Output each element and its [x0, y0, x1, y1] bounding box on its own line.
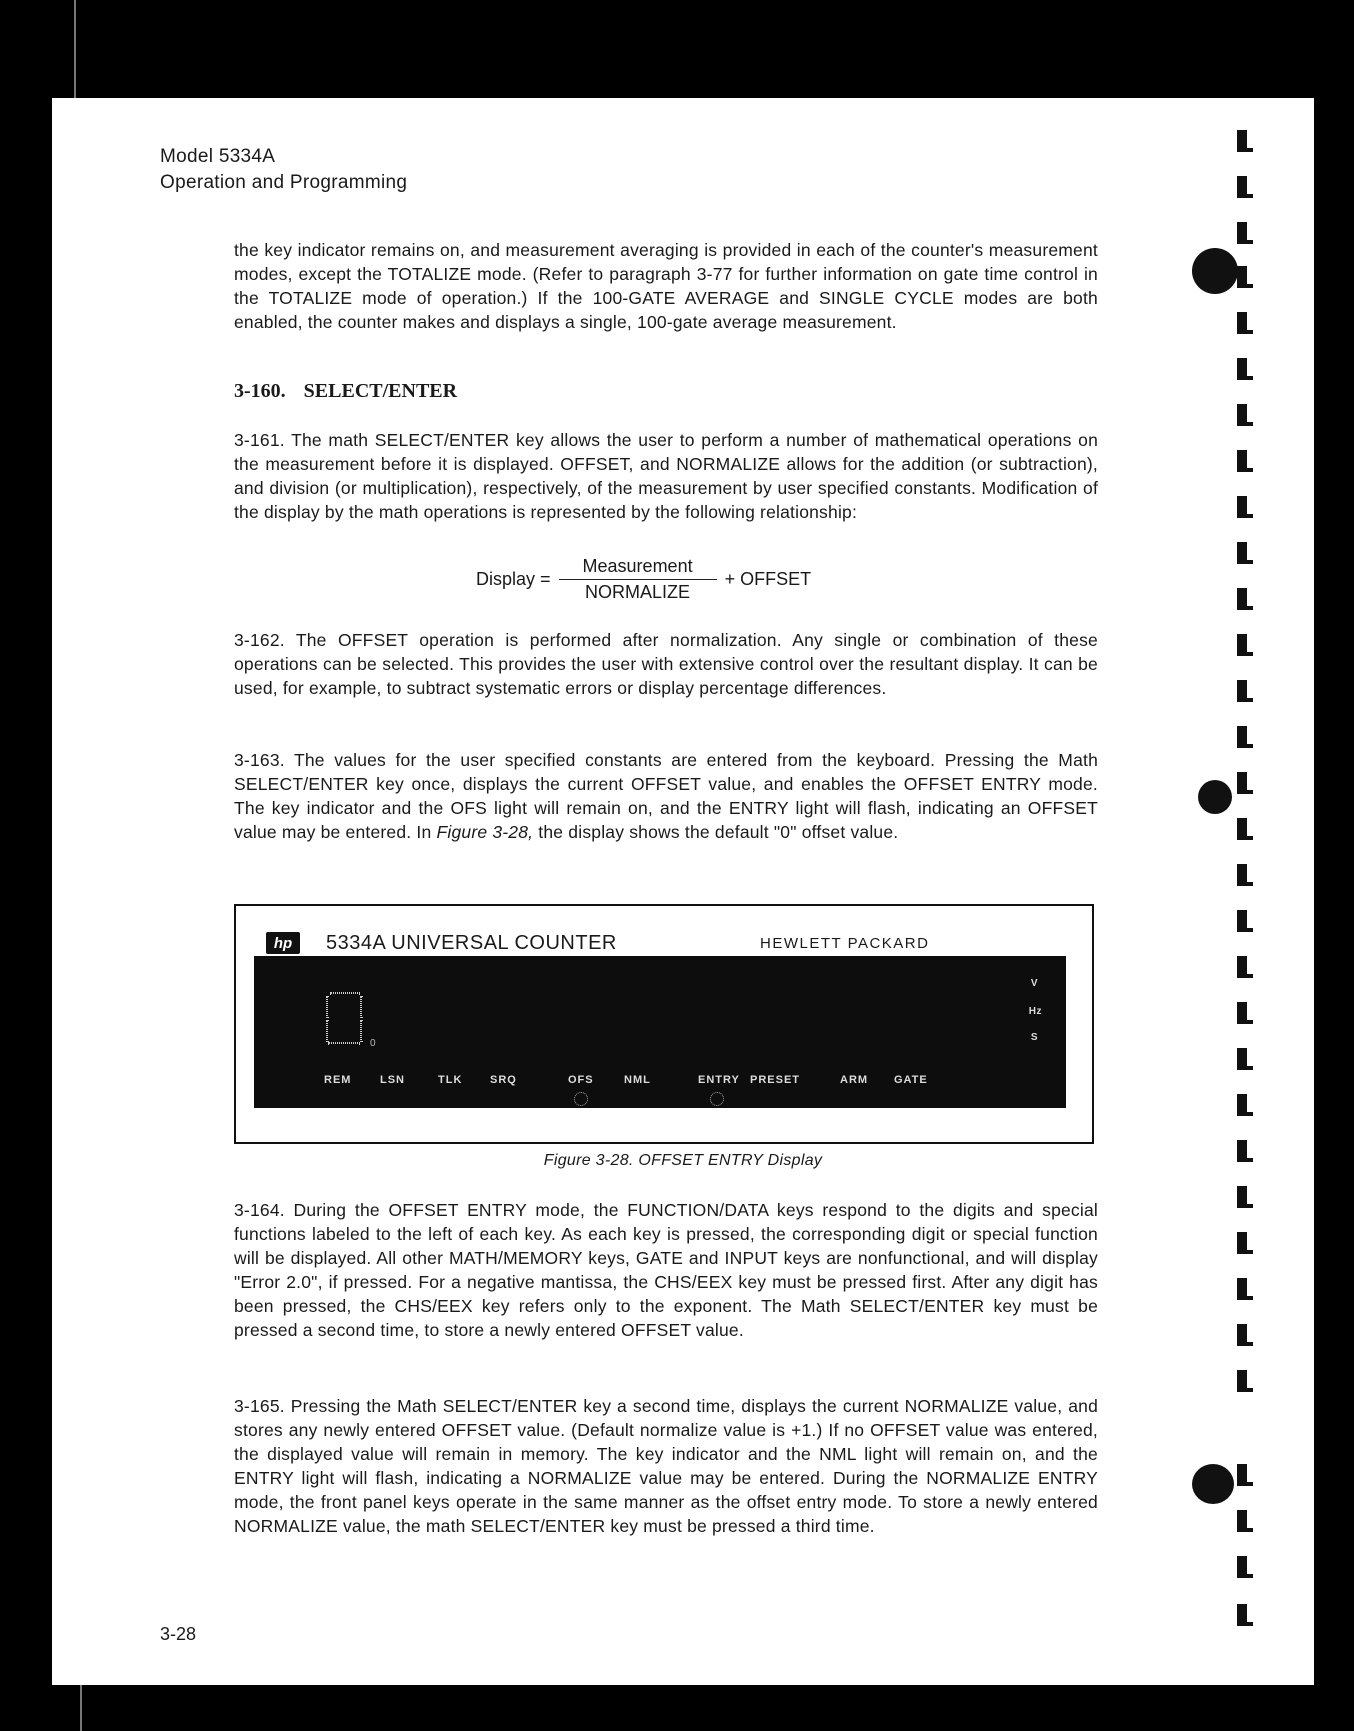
annunciator-ofs: OFS [568, 1074, 594, 1086]
edge-tab-mark [1237, 1370, 1247, 1392]
edge-tab-mark [1237, 772, 1247, 794]
edge-tab-mark [1237, 1464, 1247, 1486]
binder-hole-icon [1192, 1464, 1234, 1504]
counter-display [254, 956, 1066, 1108]
annunciator-arm: ARM [840, 1074, 869, 1086]
paragraph-3-164-block [234, 1198, 1098, 1342]
binder-hole-icon [1192, 248, 1238, 294]
equation-fraction [559, 556, 717, 603]
edge-tab-mark [1237, 956, 1247, 978]
panel-title: 5334A UNIVERSAL COUNTER [326, 931, 617, 954]
binder-hole-icon [1198, 780, 1232, 814]
paragraph-3-165-block [234, 1394, 1098, 1538]
figure-caption: Figure 3-28. OFFSET ENTRY Display [543, 1152, 823, 1169]
unit-s: S [1030, 1032, 1038, 1043]
edge-tab-mark [1237, 312, 1247, 334]
annunciator-srq: SRQ [490, 1074, 517, 1086]
edge-tab-mark [1237, 1604, 1247, 1626]
edge-tab-mark [1237, 176, 1247, 198]
paragraph-3-163 [234, 748, 1098, 844]
edge-tab-mark [1237, 542, 1247, 564]
annunciator-rem: REM [324, 1074, 352, 1086]
equation-denominator: NORMALIZE [585, 582, 691, 602]
edge-tab-mark [1237, 496, 1247, 518]
section-number: 3-160. [234, 380, 286, 402]
edge-tab-mark [1237, 634, 1247, 656]
edge-tab-mark [1237, 266, 1247, 288]
panel-brand: HEWLETT PACKARD [760, 934, 930, 952]
edge-tab-mark [1237, 1002, 1247, 1024]
edge-tab-mark [1237, 818, 1247, 840]
display-equation [476, 556, 811, 603]
paragraph-3-161-block [234, 428, 1098, 524]
edge-tab-mark [1237, 404, 1247, 426]
unit-hz: Hz [1028, 1006, 1042, 1017]
page-header [160, 144, 407, 196]
paragraph-3-162: 3-162. The OFFSET operation is performed after normalization. Any single or combination of these operations can be selected. This provides the user with extensive control over the resultant display. It can be used, for example, to subtract systematic errors or display percentage differences. [234, 630, 1098, 698]
equation-numerator: Measurement [559, 556, 717, 580]
paragraph-3-164: 3-164. During the OFFSET ENTRY mode, the FUNCTION/DATA keys respond to the digits and special functions labeled to the left of each key. As each key is pressed, the corresponding digit or special function will be displayed. All other MATH/MEMORY keys, GATE and INPUT keys are nonfunctional, and will display "Error 2.0", if pressed. For a negative mantissa, the CHS/EEX key must be pressed first. After any digit has been pressed, the CHS/EEX key refers only to the exponent. The Math SELECT/ENTER key must be pressed a second time, to store a newly entered OFFSET value. [234, 1200, 1098, 1340]
edge-tab-mark [1237, 1232, 1247, 1254]
header-section: Operation and Programming [160, 172, 408, 193]
hp-logo: hp [266, 932, 300, 954]
edge-tab-mark [1237, 1510, 1247, 1532]
annunciator-entry: ENTRY [698, 1074, 740, 1086]
figure-reference: Figure 3-28, [436, 822, 534, 842]
edge-tab-mark [1237, 864, 1247, 886]
edge-tab-mark [1237, 1186, 1247, 1208]
annunciator-tlk: TLK [438, 1074, 463, 1086]
edge-tab-mark [1237, 450, 1247, 472]
ofs-light-icon [574, 1092, 588, 1106]
paragraph-3-163-text-a: 3-163. The values for the user specified constants are entered from the keyboard. Pressing the Math SELECT/ENTER key once, displays the current OFFSET value, and enables the OFFSET ENTRY mode. The key indicator and the OFS light will remain on, and the ENTRY light will flash, indicating an OFFSET value may be entered. In [234, 750, 1098, 842]
edge-tab-mark [1237, 910, 1247, 932]
edge-tab-mark [1237, 1140, 1247, 1162]
edge-tab-mark [1237, 588, 1247, 610]
header-model: Model 5334A [160, 146, 276, 167]
edge-tab-mark [1237, 726, 1247, 748]
equation-rhs: + OFFSET [724, 569, 812, 589]
intro-paragraph: the key indicator remains on, and measurement averaging is provided in each of the counter's measurement modes, except the TOTALIZE mode. (Refer to paragraph 3-77 for further information on gate time control in the TOTALIZE mode of operation.) If the 100-GATE AVERAGE and SINGLE CYCLE modes are both enabled, the counter makes and displays a single, 100-gate average measurement. [234, 240, 1098, 332]
binder-line [80, 1685, 82, 1731]
edge-tab-mark [1237, 1048, 1247, 1070]
edge-tab-mark [1237, 1556, 1247, 1578]
paragraph-3-165: 3-165. Pressing the Math SELECT/ENTER key a second time, displays the current NORMALIZE value, and stores any newly entered OFFSET value. (Default normalize value is +1.) If no OFFSET value was entered, the displayed value will remain in memory. The key indicator and the NML light will remain on, and the ENTRY light will flash, indicating a NORMALIZE value may be entered. During the NORMALIZE ENTRY mode, the front panel keys operate in the same manner as the offset entry mode. To store a newly entered NORMALIZE value, the math SELECT/ENTER key must be pressed a third time. [234, 1396, 1098, 1536]
edge-tab-mark [1237, 130, 1247, 152]
digit-suffix: 0 [370, 1038, 376, 1049]
section-heading [234, 380, 457, 403]
document-page [52, 98, 1314, 1685]
seven-segment-digit-icon [324, 992, 366, 1044]
edge-tab-mark [1237, 680, 1247, 702]
entry-light-icon [710, 1092, 724, 1106]
page-number: 3-28 [160, 1624, 197, 1644]
annunciator-gate: GATE [894, 1074, 928, 1086]
section-title: SELECT/ENTER [303, 380, 458, 402]
paragraph-3-161: 3-161. The math SELECT/ENTER key allows the user to perform a number of mathematical operations on the measurement before it is displayed. OFFSET, and NORMALIZE allows for the addition (or subtraction), and division (or multiplication), respectively, of the measurement by user specified constants. Modification of the display by the math operations is represented by the following relationship: [234, 430, 1098, 522]
annunciator-preset: PRESET [750, 1074, 801, 1086]
edge-tab-mark [1237, 1094, 1247, 1116]
annunciator-lsn: LSN [380, 1074, 405, 1086]
equation-lhs: Display = [476, 569, 551, 589]
paragraph-3-162-block [234, 628, 1098, 700]
edge-tab-mark [1237, 222, 1247, 244]
edge-tab-mark [1237, 1324, 1247, 1346]
paragraph-3-163-text-b: the display shows the default "0" offset value. [533, 822, 899, 842]
paragraph-3-163-block [234, 748, 1098, 844]
binder-line [74, 0, 76, 98]
annunciator-nml: NML [624, 1074, 651, 1086]
panel-header [266, 930, 1062, 956]
unit-v: V [1030, 978, 1038, 989]
figure-3-28 [234, 904, 1094, 1144]
edge-tab-mark [1237, 358, 1247, 380]
intro-paragraph-block [234, 238, 1098, 334]
edge-tab-mark [1237, 1278, 1247, 1300]
